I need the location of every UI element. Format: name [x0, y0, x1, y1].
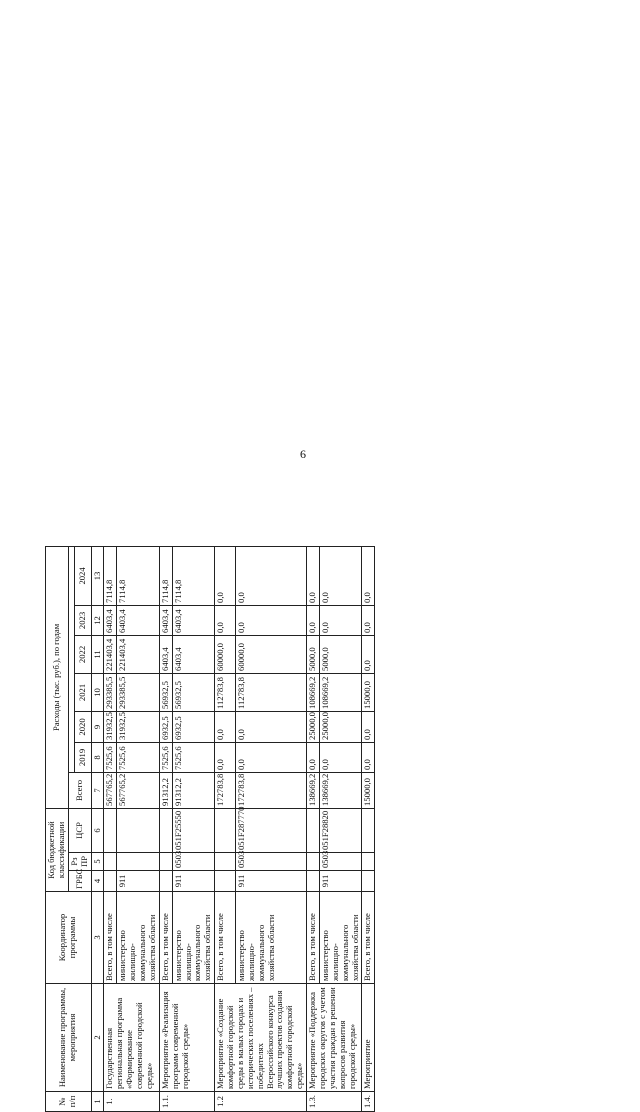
- row-name: Мероприятие «Реализация программ современной городской среды»: [159, 984, 214, 1092]
- row-year-value: 0,0: [362, 742, 375, 772]
- row-year-value: 6403,4: [159, 635, 172, 673]
- index-cell: 10: [91, 673, 104, 711]
- row-year-value: 108669,2: [319, 673, 362, 711]
- row-rzpr: 0503: [172, 853, 215, 871]
- row-year-value: 6932,5: [172, 711, 215, 742]
- row-name: Мероприятие «Создание комфортной городской среды в малых городах и исторических поселениях – победителях Всероссийского конкурса лучших проектов создания комфортной городской среды»: [215, 984, 307, 1092]
- row-year-value: 0,0: [362, 605, 375, 635]
- row-grbs: 911: [172, 871, 215, 892]
- row-year-value: 0,0: [215, 546, 236, 605]
- row-csr: [159, 808, 172, 852]
- row-total: 567765,2: [104, 772, 117, 808]
- row-year-value: 7525,6: [104, 742, 117, 772]
- row-year-value: 0,0: [307, 742, 320, 772]
- header-budget-code: Код бюджетной классификации: [46, 808, 69, 891]
- row-coordinator: Всего, в том числе: [362, 892, 375, 984]
- index-cell: 12: [91, 605, 104, 635]
- row-year-value: 5000,0: [319, 635, 362, 673]
- header-year: 2021: [74, 673, 91, 711]
- row-coordinator: министерство жилищно-коммунального хозяйства области: [172, 892, 215, 984]
- row-grbs: 911: [319, 871, 362, 892]
- header-name: Наименование программы, мероприятия: [46, 984, 92, 1092]
- row-year-value: 6403,4: [159, 605, 172, 635]
- row-total: 138669,2: [307, 772, 320, 808]
- row-csr: [362, 808, 375, 852]
- index-cell: 4: [91, 871, 104, 892]
- row-total: 91312,2: [159, 772, 172, 808]
- table-row: [159, 546, 172, 1111]
- row-year-value: 0,0: [319, 546, 362, 605]
- row-csr: [104, 808, 117, 852]
- header-year: 2023: [74, 605, 91, 635]
- row-grbs: 911: [236, 871, 307, 892]
- row-year-value: 0,0: [236, 546, 307, 605]
- row-number: 1.4.: [362, 1092, 375, 1112]
- header-year: 2022: [74, 635, 91, 673]
- header-year: 2024: [74, 546, 91, 605]
- row-year-value: 25000,0: [319, 711, 362, 742]
- row-number: 1.3.: [307, 1092, 362, 1112]
- row-year-value: 31932,5: [104, 711, 117, 742]
- row-year-value: 7114,8: [117, 546, 160, 605]
- row-year-value: 108669,2: [307, 673, 320, 711]
- row-year-value: 6403,4: [172, 605, 215, 635]
- row-grbs: [104, 871, 117, 892]
- row-csr: [307, 808, 320, 852]
- row-year-value: 0,0: [236, 742, 307, 772]
- row-csr: 051F25550: [172, 808, 215, 852]
- row-total: 91312,2: [172, 772, 215, 808]
- row-year-value: 0,0: [319, 742, 362, 772]
- row-year-value: 7114,8: [104, 546, 117, 605]
- row-year-value: 7525,6: [172, 742, 215, 772]
- header-coordinator: Координатор программы: [46, 892, 92, 984]
- table-row: [362, 546, 375, 1111]
- row-year-value: 293385,5: [117, 673, 160, 711]
- row-rzpr: [215, 853, 236, 871]
- row-rzpr: [117, 853, 160, 871]
- row-rzpr: 0503: [319, 853, 362, 871]
- row-year-value: 6403,4: [172, 635, 215, 673]
- header-csr: ЦСР: [68, 808, 91, 852]
- row-total: 567765,2: [117, 772, 160, 808]
- row-year-value: 0,0: [236, 605, 307, 635]
- index-cell: 8: [91, 742, 104, 772]
- row-total: 172783,8: [215, 772, 236, 808]
- row-total: 138669,2: [319, 772, 362, 808]
- row-year-value: 0,0: [236, 711, 307, 742]
- row-year-value: 0,0: [215, 742, 236, 772]
- row-name: Государственная региональная программа «Формирование современной городской среды»: [104, 984, 159, 1092]
- header-num: № п/п: [46, 1092, 92, 1112]
- row-csr: 051F287770: [236, 808, 307, 852]
- row-year-value: 0,0: [362, 635, 375, 673]
- row-number: 1.: [104, 1092, 159, 1112]
- index-cell: 7: [91, 772, 104, 808]
- row-grbs: [307, 871, 320, 892]
- header-year: 2019: [74, 742, 91, 772]
- row-year-value: 56932,5: [172, 673, 215, 711]
- row-grbs: [362, 871, 375, 892]
- index-cell: 5: [91, 853, 104, 871]
- row-year-value: 7525,6: [159, 742, 172, 772]
- row-name: Мероприятие: [362, 984, 375, 1092]
- row-year-value: 6403,4: [104, 605, 117, 635]
- resource-table: [45, 546, 375, 1112]
- row-rzpr: [307, 853, 320, 871]
- row-year-value: 56932,5: [159, 673, 172, 711]
- header-expenses: Расходы (тыс. руб.), по годам: [46, 546, 69, 808]
- row-year-value: 6932,5: [159, 711, 172, 742]
- table-row: [104, 546, 117, 1111]
- row-year-value: 25000,0: [307, 711, 320, 742]
- row-year-value: 7114,8: [159, 546, 172, 605]
- row-year-value: 112783,8: [236, 673, 307, 711]
- row-year-value: 221403,4: [104, 635, 117, 673]
- row-year-value: 0,0: [319, 605, 362, 635]
- row-rzpr: [362, 853, 375, 871]
- index-row: [91, 546, 104, 1111]
- table-row: [307, 546, 320, 1111]
- header-rzpr: Рз ПР: [68, 853, 91, 871]
- row-year-value: 15000,0: [362, 673, 375, 711]
- row-year-value: 5000,0: [307, 635, 320, 673]
- header-year: 2020: [74, 711, 91, 742]
- page-number: 6: [300, 447, 306, 461]
- row-year-value: 0,0: [307, 605, 320, 635]
- row-coordinator: министерство жилищно-коммунального хозяйства области: [117, 892, 160, 984]
- table-row: [215, 546, 236, 1111]
- row-year-value: 7114,8: [172, 546, 215, 605]
- row-number: 1.2: [215, 1092, 307, 1112]
- row-coordinator: Всего, в том числе: [159, 892, 172, 984]
- row-grbs: [159, 871, 172, 892]
- row-year-value: 221403,4: [117, 635, 160, 673]
- row-coordinator: Всего, в том числе: [104, 892, 117, 984]
- row-year-value: 0,0: [215, 605, 236, 635]
- row-year-value: 0,0: [362, 711, 375, 742]
- row-year-value: 60000,0: [215, 635, 236, 673]
- row-csr: [117, 808, 160, 852]
- row-csr: [215, 808, 236, 852]
- index-cell: 9: [91, 711, 104, 742]
- row-year-value: 0,0: [215, 711, 236, 742]
- row-coordinator: Всего, в том числе: [215, 892, 236, 984]
- row-rzpr: [159, 853, 172, 871]
- index-cell: 2: [91, 984, 104, 1092]
- index-cell: 6: [91, 808, 104, 852]
- header-total: Всего: [68, 772, 91, 808]
- table-container: [45, 47, 375, 1112]
- row-year-value: 112783,8: [215, 673, 236, 711]
- header-grbs: ГРБС: [68, 871, 91, 892]
- row-coordinator: министерство жилищно-коммунального хозяйства области: [319, 892, 362, 984]
- table-body: [91, 546, 375, 1111]
- row-csr: 051F28820: [319, 808, 362, 852]
- row-name: Мероприятие «Поддержка городских округов с учетом участия граждан в решении вопросов развития городской среды»: [307, 984, 362, 1092]
- row-grbs: 911: [117, 871, 160, 892]
- row-number: 1.1.: [159, 1092, 214, 1112]
- row-year-value: 7525,6: [117, 742, 160, 772]
- row-year-value: 60000,0: [236, 635, 307, 673]
- row-year-value: 0,0: [307, 546, 320, 605]
- row-year-value: 6403,4: [117, 605, 160, 635]
- index-cell: 3: [91, 892, 104, 984]
- row-coordinator: министерство жилищно-коммунального хозяйства области: [236, 892, 307, 984]
- row-year-value: 293385,5: [104, 673, 117, 711]
- row-rzpr: 0503: [236, 853, 307, 871]
- index-cell: 13: [91, 546, 104, 605]
- row-year-value: 0,0: [362, 546, 375, 605]
- row-rzpr: [104, 853, 117, 871]
- row-coordinator: Всего, в том числе: [307, 892, 320, 984]
- row-grbs: [215, 871, 236, 892]
- index-cell: 1: [91, 1092, 104, 1112]
- row-total: 15000,0: [362, 772, 375, 808]
- index-cell: 11: [91, 635, 104, 673]
- row-year-value: 31932,5: [117, 711, 160, 742]
- row-total: 172783,8: [236, 772, 307, 808]
